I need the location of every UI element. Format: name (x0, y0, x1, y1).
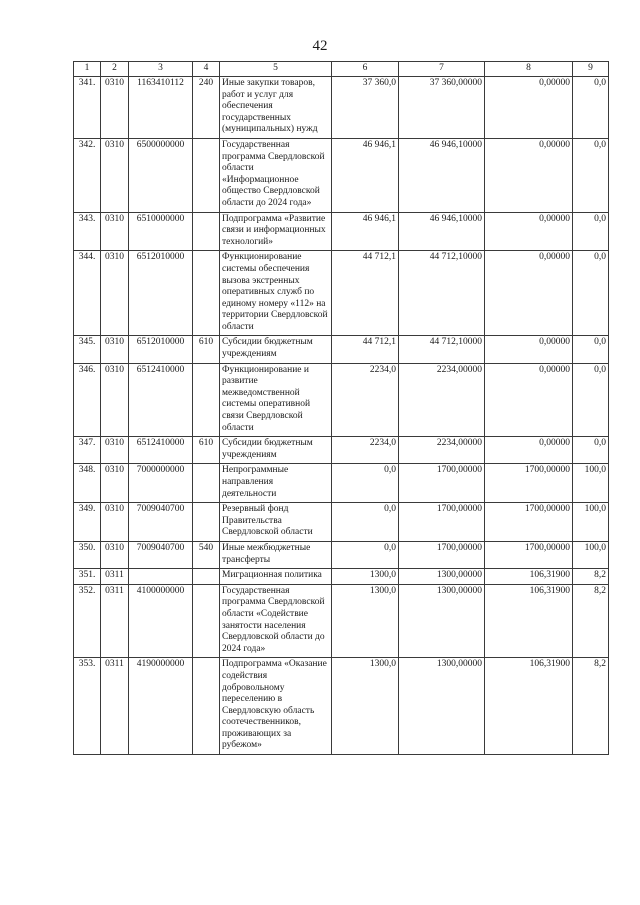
executed-amount: 106,31900 (485, 658, 573, 755)
planned-amount: 2234,0 (332, 363, 399, 437)
approved-amount: 1300,00000 (399, 569, 485, 585)
executed-amount: 0,00000 (485, 77, 573, 139)
column-header: 6 (332, 62, 399, 77)
item-name: Непрограммные направления деятельности (220, 464, 332, 503)
item-name: Субсидии бюджетным учреждениям (220, 437, 332, 464)
execution-percent: 100,0 (573, 464, 609, 503)
approved-amount: 37 360,00000 (399, 77, 485, 139)
row-number: 350. (74, 541, 101, 568)
planned-amount: 44 712,1 (332, 336, 399, 363)
execution-percent: 100,0 (573, 503, 609, 542)
section-code: 0310 (101, 437, 129, 464)
executed-amount: 106,31900 (485, 569, 573, 585)
section-code: 0310 (101, 77, 129, 139)
column-header: 7 (399, 62, 485, 77)
planned-amount: 46 946,1 (332, 212, 399, 251)
execution-percent: 8,2 (573, 658, 609, 755)
approved-amount: 1700,00000 (399, 464, 485, 503)
row-number: 353. (74, 658, 101, 755)
execution-percent: 0,0 (573, 251, 609, 336)
item-name: Субсидии бюджетным учреждениям (220, 336, 332, 363)
execution-percent: 0,0 (573, 212, 609, 251)
table-row (74, 363, 609, 437)
item-name: Иные закупки товаров, работ и услуг для обеспечения государственных (муниципальных) нужд (220, 77, 332, 139)
expense-type: 240 (193, 77, 220, 139)
column-header: 2 (101, 62, 129, 77)
planned-amount: 0,0 (332, 541, 399, 568)
planned-amount: 1300,0 (332, 569, 399, 585)
row-number: 352. (74, 584, 101, 658)
section-code: 0311 (101, 569, 129, 585)
table-row (74, 503, 609, 542)
target-code: 7000000000 (129, 464, 193, 503)
executed-amount: 1700,00000 (485, 541, 573, 568)
executed-amount: 0,00000 (485, 212, 573, 251)
target-code: 4190000000 (129, 658, 193, 755)
planned-amount: 44 712,1 (332, 251, 399, 336)
expense-type (193, 569, 220, 585)
approved-amount: 1700,00000 (399, 541, 485, 568)
item-name: Государственная программа Свердловской области «Содействие занятости населения Свердловской области до 2024 года» (220, 584, 332, 658)
target-code: 4100000000 (129, 584, 193, 658)
executed-amount: 0,00000 (485, 336, 573, 363)
approved-amount: 44 712,10000 (399, 251, 485, 336)
section-code: 0310 (101, 138, 129, 212)
execution-percent: 0,0 (573, 336, 609, 363)
row-number: 346. (74, 363, 101, 437)
section-code: 0310 (101, 251, 129, 336)
item-name: Подпрограмма «Оказание содействия добровольному переселению в Свердловскую область соотечественников, проживающих за рубежом» (220, 658, 332, 755)
approved-amount: 1300,00000 (399, 658, 485, 755)
execution-percent: 100,0 (573, 541, 609, 568)
executed-amount: 0,00000 (485, 363, 573, 437)
expense-type (193, 251, 220, 336)
target-code: 7009040700 (129, 541, 193, 568)
expense-type: 610 (193, 437, 220, 464)
executed-amount: 1700,00000 (485, 464, 573, 503)
row-number: 345. (74, 336, 101, 363)
table-row (74, 77, 609, 139)
expense-type: 540 (193, 541, 220, 568)
page-number: 42 (312, 38, 328, 54)
item-name: Резервный фонд Правительства Свердловской области (220, 503, 332, 542)
execution-percent: 0,0 (573, 363, 609, 437)
row-number: 349. (74, 503, 101, 542)
item-name: Государственная программа Свердловской области «Информационное общество Свердловской области до 2024 года» (220, 138, 332, 212)
approved-amount: 1300,00000 (399, 584, 485, 658)
approved-amount: 2234,00000 (399, 437, 485, 464)
table-row (74, 464, 609, 503)
section-code: 0310 (101, 503, 129, 542)
target-code: 6512410000 (129, 363, 193, 437)
budget-table (73, 61, 609, 755)
target-code: 1163410112 (129, 77, 193, 139)
table-row (74, 584, 609, 658)
target-code: 6512010000 (129, 336, 193, 363)
approved-amount: 44 712,10000 (399, 336, 485, 363)
expense-type (193, 212, 220, 251)
planned-amount: 1300,0 (332, 658, 399, 755)
item-name: Функционирование и развитие межведомственной системы оперативной связи Свердловской области (220, 363, 332, 437)
item-name: Миграционная политика (220, 569, 332, 585)
execution-percent: 8,2 (573, 569, 609, 585)
expense-type: 610 (193, 336, 220, 363)
table-row (74, 251, 609, 336)
row-number: 342. (74, 138, 101, 212)
section-code: 0310 (101, 541, 129, 568)
expense-type (193, 464, 220, 503)
item-name: Иные межбюджетные трансферты (220, 541, 332, 568)
execution-percent: 8,2 (573, 584, 609, 658)
table-row (74, 138, 609, 212)
executed-amount: 0,00000 (485, 437, 573, 464)
header-row (74, 62, 609, 77)
column-header: 4 (193, 62, 220, 77)
row-number: 344. (74, 251, 101, 336)
executed-amount: 0,00000 (485, 251, 573, 336)
row-number: 343. (74, 212, 101, 251)
expense-type (193, 138, 220, 212)
planned-amount: 0,0 (332, 464, 399, 503)
approved-amount: 46 946,10000 (399, 138, 485, 212)
planned-amount: 37 360,0 (332, 77, 399, 139)
section-code: 0310 (101, 336, 129, 363)
column-header: 5 (220, 62, 332, 77)
column-header: 9 (573, 62, 609, 77)
table-row (74, 658, 609, 755)
item-name: Функционирование системы обеспечения вызова экстренных оперативных служб по единому номеру «112» на территории Свердловской области (220, 251, 332, 336)
row-number: 347. (74, 437, 101, 464)
section-code: 0310 (101, 363, 129, 437)
table-row (74, 212, 609, 251)
target-code: 7009040700 (129, 503, 193, 542)
target-code: 6512010000 (129, 251, 193, 336)
column-header: 1 (74, 62, 101, 77)
table-row (74, 437, 609, 464)
target-code: 6500000000 (129, 138, 193, 212)
section-code: 0311 (101, 584, 129, 658)
expense-type (193, 363, 220, 437)
item-name: Подпрограмма «Развитие связи и информационных технологий» (220, 212, 332, 251)
row-number: 351. (74, 569, 101, 585)
executed-amount: 1700,00000 (485, 503, 573, 542)
planned-amount: 1300,0 (332, 584, 399, 658)
executed-amount: 0,00000 (485, 138, 573, 212)
row-number: 348. (74, 464, 101, 503)
section-code: 0310 (101, 464, 129, 503)
target-code: 6512410000 (129, 437, 193, 464)
target-code (129, 569, 193, 585)
approved-amount: 2234,00000 (399, 363, 485, 437)
column-header: 8 (485, 62, 573, 77)
approved-amount: 1700,00000 (399, 503, 485, 542)
table-row (74, 569, 609, 585)
expense-type (193, 584, 220, 658)
execution-percent: 0,0 (573, 138, 609, 212)
table-row (74, 541, 609, 568)
planned-amount: 2234,0 (332, 437, 399, 464)
planned-amount: 46 946,1 (332, 138, 399, 212)
executed-amount: 106,31900 (485, 584, 573, 658)
execution-percent: 0,0 (573, 77, 609, 139)
section-code: 0311 (101, 658, 129, 755)
execution-percent: 0,0 (573, 437, 609, 464)
planned-amount: 0,0 (332, 503, 399, 542)
target-code: 6510000000 (129, 212, 193, 251)
expense-type (193, 503, 220, 542)
section-code: 0310 (101, 212, 129, 251)
row-number: 341. (74, 77, 101, 139)
table-row (74, 336, 609, 363)
approved-amount: 46 946,10000 (399, 212, 485, 251)
expense-type (193, 658, 220, 755)
column-header: 3 (129, 62, 193, 77)
